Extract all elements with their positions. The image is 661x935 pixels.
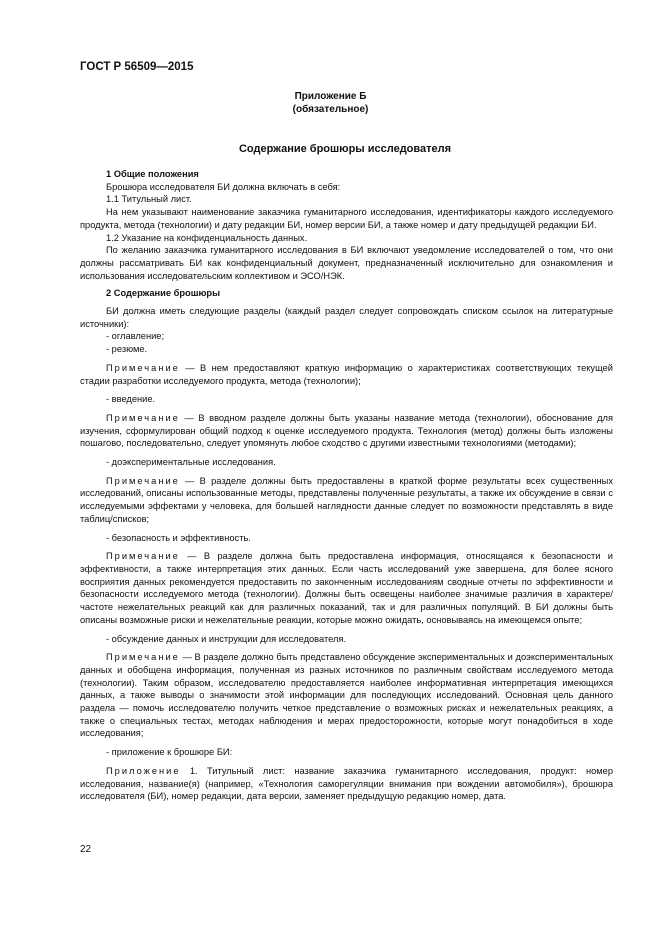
annex-text: 1. Титульный лист: название заказчика гуманитарного исследования, продукт: номер исследования, название(я) (например, «Технология саморегуляции внимания при вождении автомобиля»), брошюра исследователя (БИ), номер редакции, дата версии, заменяет предыдущую редакцию номер, дата. xyxy=(80,765,613,802)
paragraph: Брошюра исследователя БИ должна включать в себя: xyxy=(106,181,341,192)
appendix-header xyxy=(0,90,661,116)
document-code: ГОСТ Р 56509—2015 xyxy=(80,61,194,73)
annex-label: Приложение xyxy=(106,765,181,776)
note-text: — В разделе должны быть предоставлены в краткой форме результаты всех существенных исследований, описаны использованные методы, представлены полученные результаты, а также их обсуждение в связи с исследуемыми эффектами у человека, для большей наглядности данные следует по возможности представлять в виде таблиц/списков; xyxy=(80,475,613,524)
note-label: Примечание xyxy=(106,551,180,562)
note-label: Примечание xyxy=(106,475,180,486)
paragraph: БИ должна иметь следующие разделы (каждый раздел следует сопровождать списком ссылок на литературные источники): xyxy=(80,306,613,329)
paragraph: 1.1 Титульный лист. xyxy=(106,194,192,205)
list-item: - обсуждение данных и инструкции для исследователя. xyxy=(106,633,347,644)
note-text: — В разделе должно быть представлено обсуждение экспериментальных и доэкспериментальных данных и обобщена информация, полученная из разных источников по различным свойствам исследуемого метода (технологии). Таким образом, исследователю предоставляется наиболее информативная интерпретация имеющихся данных, а также выводы о значимости этой информации для последующих исследований. Основная цель данного раздела — помочь исследователю получить четкое представление о возможных рисках и нежелательных реакциях, а также о специальных тестах, методах наблюдения и мерах предосторожности, которые могут понадобиться в ходе исследования; xyxy=(80,652,613,739)
section-heading: 2 Содержание брошюры xyxy=(106,288,221,299)
annex-note xyxy=(80,765,613,803)
page-number: 22 xyxy=(80,844,92,855)
list-item: - доэкспериментальные исследования. xyxy=(106,457,276,468)
note xyxy=(80,651,613,740)
list-item: - введение. xyxy=(106,394,156,405)
note-text: — В нем предоставляют краткую информацию о характеристиках соответствующих текущей стадии разработки исследуемого продукта, метода (технологии); xyxy=(80,362,613,386)
appendix-label: Приложение Б xyxy=(294,91,367,102)
section-heading: 1 Общие положения xyxy=(106,169,199,179)
note-label: Примечание xyxy=(106,652,180,663)
list-item: - приложение к брошюре БИ: xyxy=(106,747,233,758)
appendix-status: (обязательное) xyxy=(292,104,369,115)
list-item: - резюме. xyxy=(106,344,148,355)
note-label: Примечание xyxy=(106,362,180,373)
note-text: — В вводном разделе должны быть указаны название метода (технологии), обоснование для изучения, сформулирован общий подход к оценке исследуемого продукта. Технология (метод) должны быть изложены пошагово, последовательно, следует упомянуть любое сходство с другими известными технологиями (методами); xyxy=(80,412,613,449)
list-item: - безопасность и эффективность. xyxy=(106,532,251,543)
note xyxy=(80,550,613,626)
note-text: — В разделе должна быть предоставлена информация, относящаяся к безопасности и эффективности, а также интерпретация этих данных. Если часть исследований уже завершена, для более ясного восприятия данных рекомендуется предоставить по законченным исследованиям сводные отчеты по эффективности и безопасности исследуемого метода (технологии). Должны быть освещены наиболее значимые различия в характере/частоте нежелательных реакций как для различных показаний, так и для различных популяций. В БИ должны быть описаны возможные риски и нежелательные реакции, которые можно ожидать, основываясь на имеющемся опыте; xyxy=(80,551,613,625)
note xyxy=(80,412,613,450)
note-label: Примечание xyxy=(106,412,180,423)
document-body xyxy=(80,168,613,803)
list-item: - оглавление; xyxy=(106,331,165,342)
note xyxy=(80,475,613,526)
paragraph: По желанию заказчика гуманитарного исследования в БИ включают уведомление исследователей о том, что они должны рассматривать БИ как конфиденциальный документ, предназначенный исключительно для ознакомления и использования исследовательским коллективом и ЭСО/НЭК. xyxy=(80,245,613,281)
paragraph: На нем указывают наименование заказчика гуманитарного исследования, идентификаторы каждого исследуемого продукта, метода (технологии) и дату редакции БИ, номер версии БИ, а также номер и дату предыдущей редакции БИ. xyxy=(80,207,613,230)
paragraph: 1.2 Указание на конфиденциальность данных. xyxy=(106,232,308,243)
appendix-title: Содержание брошюры исследователя xyxy=(238,143,452,155)
note xyxy=(80,362,613,387)
